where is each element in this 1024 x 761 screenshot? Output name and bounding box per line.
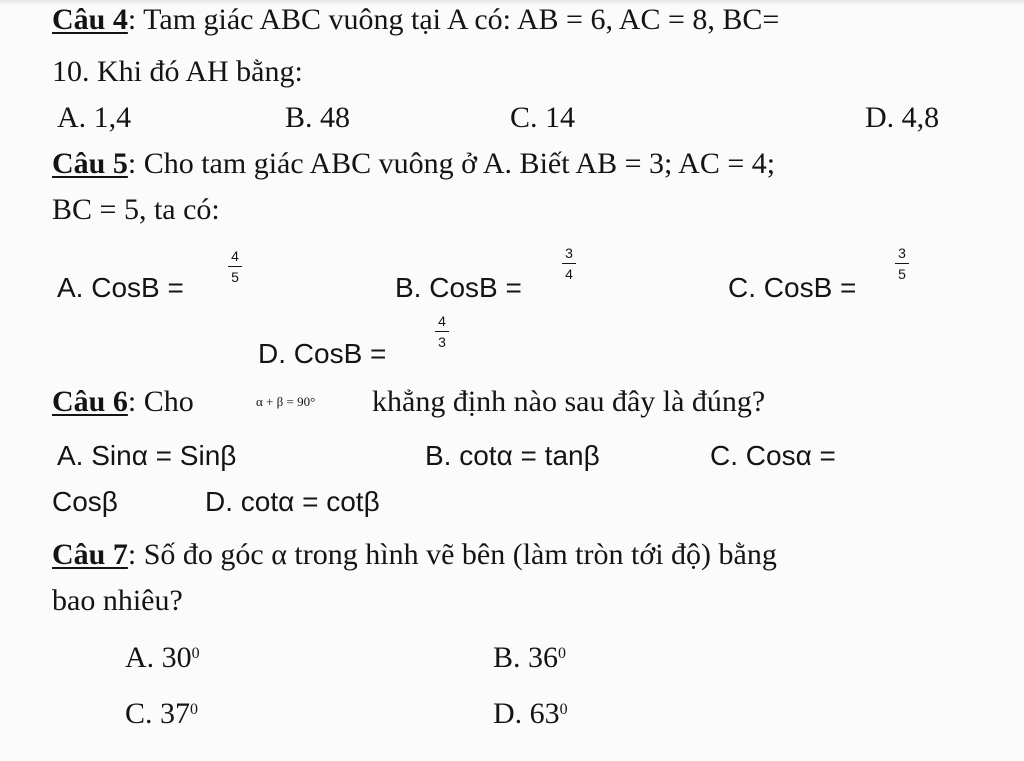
degree-superscript: 0 bbox=[190, 701, 199, 718]
q5-option-d-text: D. CosB = bbox=[258, 338, 387, 369]
fraction-denominator: 4 bbox=[565, 266, 573, 282]
question-7-label: Câu 7 bbox=[52, 538, 128, 571]
q4-option-d[interactable]: D. 4,8 bbox=[865, 101, 940, 134]
q7-option-c-text: C. 37 bbox=[125, 697, 191, 730]
fraction-bar bbox=[895, 263, 909, 264]
question-7-line-1 bbox=[52, 537, 777, 573]
q7-option-c[interactable] bbox=[125, 696, 198, 732]
question-4-label: Câu 4 bbox=[52, 3, 128, 36]
question-4-text-2: 10. Khi đó AH bằng: bbox=[52, 55, 303, 88]
q5-option-b-fraction bbox=[562, 245, 576, 282]
question-5-text-1: : Cho tam giác ABC vuông ở A. Biết AB = 3; AC = 4; bbox=[127, 147, 776, 180]
fraction-denominator: 3 bbox=[438, 334, 446, 350]
q6-option-c[interactable]: C. Cosα = bbox=[710, 440, 836, 471]
q6-option-a[interactable]: A. Sinα = Sinβ bbox=[57, 440, 237, 471]
q5-option-c-text: C. CosB = bbox=[728, 272, 857, 303]
fraction-denominator: 5 bbox=[231, 269, 239, 285]
question-6-formula: α + β = 90° bbox=[256, 394, 316, 409]
q5-option-a[interactable] bbox=[57, 270, 184, 306]
q6-option-c-continued[interactable]: Cosβ bbox=[52, 486, 118, 517]
q4-option-c[interactable]: C. 14 bbox=[510, 101, 576, 134]
q5-option-a-text: A. CosB = bbox=[57, 272, 184, 303]
question-7-text-1: : Số đo góc α trong hình vẽ bên (làm tròn tới độ) bằng bbox=[127, 538, 777, 571]
question-5-text-2: BC = 5, ta có: bbox=[52, 193, 220, 226]
fraction-numerator: 4 bbox=[231, 248, 239, 264]
q7-option-a[interactable] bbox=[125, 640, 200, 676]
fraction-denominator: 5 bbox=[898, 266, 906, 282]
question-6-pre: : Cho bbox=[127, 385, 194, 418]
fraction-numerator: 3 bbox=[898, 245, 906, 261]
fraction-bar bbox=[562, 263, 576, 264]
degree-superscript: 0 bbox=[559, 701, 568, 718]
q5-option-c-fraction bbox=[895, 245, 909, 282]
fraction-bar bbox=[228, 266, 242, 267]
q5-option-d[interactable] bbox=[258, 336, 386, 372]
q4-option-a[interactable]: A. 1,4 bbox=[57, 101, 132, 134]
q5-option-a-fraction bbox=[228, 248, 242, 285]
q5-option-b[interactable] bbox=[395, 270, 522, 306]
degree-superscript: 0 bbox=[558, 645, 567, 662]
question-6-label: Câu 6 bbox=[52, 385, 128, 418]
question-5-label: Câu 5 bbox=[52, 147, 128, 180]
q7-option-a-text: A. 30 bbox=[125, 641, 192, 674]
fraction-numerator: 4 bbox=[438, 313, 446, 329]
question-4-line-1 bbox=[52, 2, 779, 38]
q6-option-b[interactable]: B. cotα = tanβ bbox=[425, 440, 600, 471]
q7-option-b[interactable] bbox=[493, 640, 566, 676]
question-4-text-1: : Tam giác ABC vuông tại A có: AB = 6, AC = 8, BC= bbox=[127, 3, 780, 36]
question-6-line-1 bbox=[52, 384, 194, 420]
degree-superscript: 0 bbox=[191, 645, 200, 662]
question-7-text-2: bao nhiêu? bbox=[52, 584, 183, 617]
question-6-post: khẳng định nào sau đây là đúng? bbox=[372, 385, 766, 418]
q5-option-c[interactable] bbox=[728, 270, 856, 306]
q6-option-d[interactable]: D. cotα = cotβ bbox=[205, 486, 380, 517]
q7-option-b-text: B. 36 bbox=[493, 641, 559, 674]
q5-option-b-text: B. CosB = bbox=[395, 272, 522, 303]
q4-option-b[interactable]: B. 48 bbox=[285, 101, 351, 134]
fraction-bar bbox=[435, 331, 449, 332]
q7-option-d[interactable] bbox=[493, 696, 568, 732]
q5-option-d-fraction bbox=[435, 313, 449, 350]
q7-option-d-text: D. 63 bbox=[493, 697, 560, 730]
fraction-numerator: 3 bbox=[565, 245, 573, 261]
question-5-line-1 bbox=[52, 146, 775, 182]
